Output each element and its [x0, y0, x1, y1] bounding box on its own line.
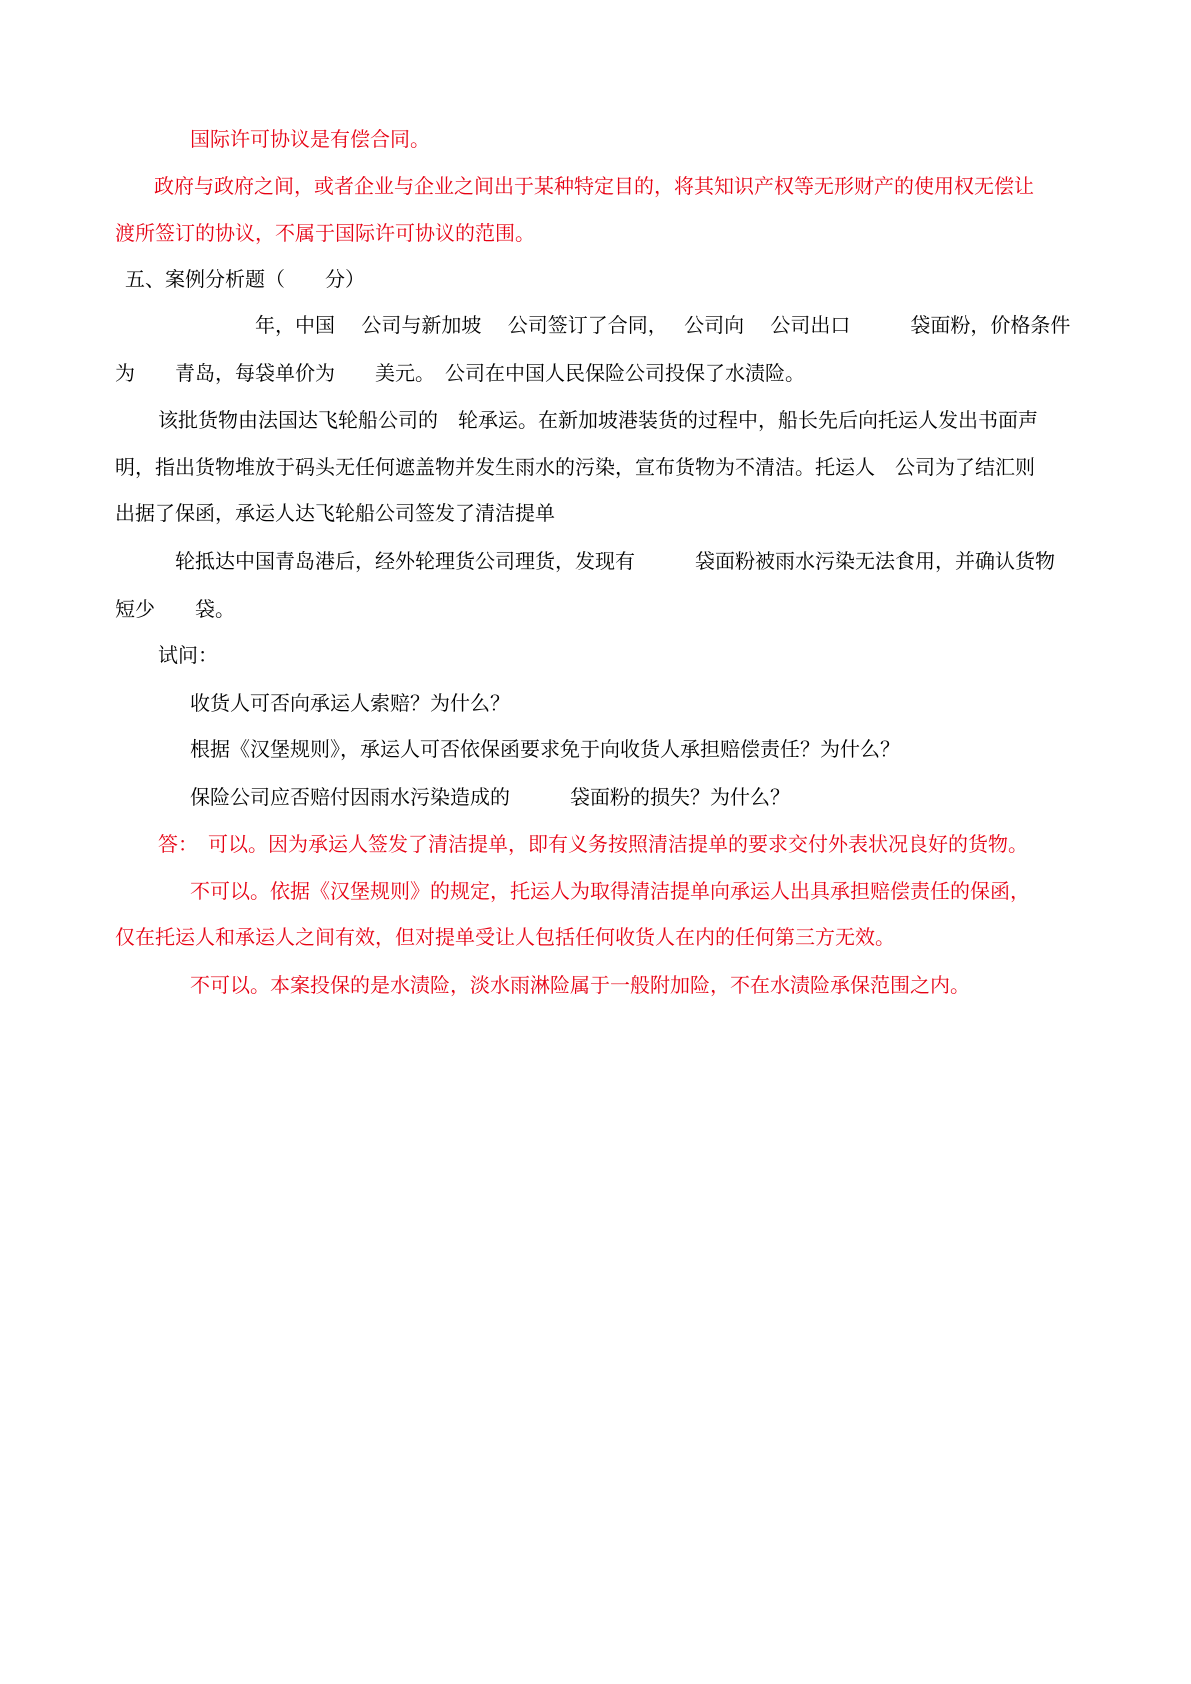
- answer-line: 渡所签订的协议，不属于国际许可协议的范围。: [115, 221, 535, 245]
- case-text-line: 短少 袋。: [115, 597, 235, 621]
- answer-line: 不可以。依据《汉堡规则》的规定，托运人为取得清洁提单向承运人出具承担赔偿责任的保函，: [190, 879, 1030, 903]
- case-text-line: 轮抵达中国青岛港后，经外轮理货公司理货，发现有 袋面粉被雨水污染无法食用，并确认货物: [175, 549, 1055, 573]
- answer-line: 不可以。本案投保的是水渍险，淡水雨淋险属于一般附加险，不在水渍险承保范围之内。: [190, 973, 970, 997]
- answer-line: 仅在托运人和承运人之间有效，但对提单受让人包括任何收货人在内的任何第三方无效。: [115, 925, 895, 949]
- section-heading: 五、案例分析题（ 分）: [125, 267, 365, 291]
- answer-line: 答： 可以。因为承运人签发了清洁提单，即有义务按照清洁提单的要求交付外表状况良好的货物。: [158, 832, 1028, 856]
- answer-line: 国际许可协议是有偿合同。: [190, 127, 430, 151]
- case-text-line: 为 青岛，每袋单价为 美元。 公司在中国人民保险公司投保了水渍险。: [115, 361, 805, 385]
- case-text-line: 年，中国 公司与新加坡 公司签订了合同， 公司向 公司出口 袋面粉，价格条件: [255, 313, 1071, 337]
- case-text-line: 该批货物由法国达飞轮船公司的 轮承运。在新加坡港装货的过程中，船长先后向托运人发出书面声: [158, 408, 1038, 432]
- case-text-line: 出据了保函，承运人达飞轮船公司签发了清洁提单: [115, 501, 555, 525]
- question-item: 收货人可否向承运人索赔？为什么？: [190, 691, 510, 715]
- answer-line: 政府与政府之间，或者企业与企业之间出于某种特定目的，将其知识产权等无形财产的使用权无偿让: [154, 174, 1034, 198]
- case-text-line: 明，指出货物堆放于码头无任何遮盖物并发生雨水的污染，宣布货物为不清洁。托运人 公司为了结汇则: [115, 455, 1035, 479]
- question-intro: 试问：: [158, 643, 218, 667]
- question-item: 根据《汉堡规则》，承运人可否依保函要求免于向收货人承担赔偿责任？为什么？: [190, 737, 900, 761]
- question-item: 保险公司应否赔付因雨水污染造成的 袋面粉的损失？为什么？: [190, 785, 790, 809]
